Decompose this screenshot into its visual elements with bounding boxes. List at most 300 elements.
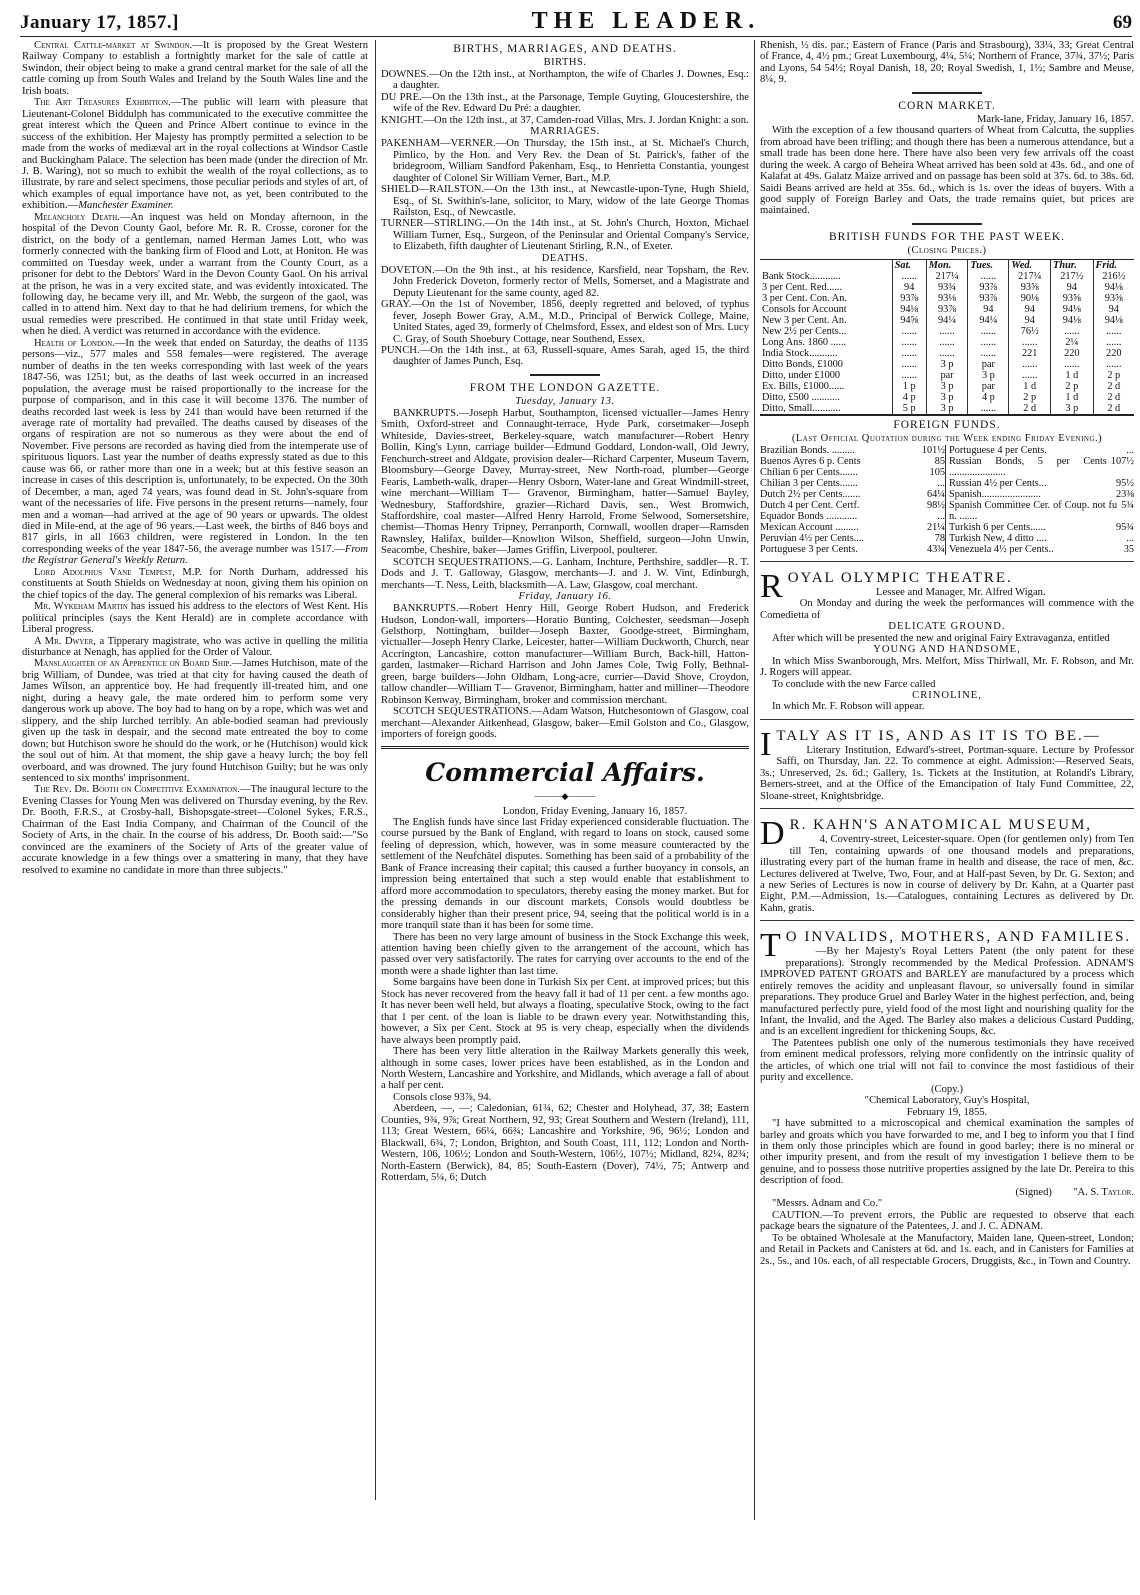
funds-price: 93⅞ <box>968 282 1009 293</box>
funds-price: 94 <box>1051 282 1094 293</box>
funds-price: ...... <box>892 348 926 359</box>
funds-price: 2 p <box>1093 370 1134 381</box>
article-paragraph <box>381 817 749 932</box>
ad-text: —By her Majesty's Royal Letters Patent (the only patent for these preparations). Strongly recommended by the Medical Profession. ADNAM'S IMPROVED PATENT GROATS and BARLEY are manufactured by a process which entirely removes the acidity and unpleasant flavour, so universally found in similar preparations. They produce Gruel and Barley Water in the highest perfection, and, being manufactured perfectly pure, yield food of the most light and nourishing quality for the Infant, the Invalid, and the Aged. The Barley also makes a delicious Custard Pudding, and is an excellent ingredient for thickening Soups, &c. <box>760 946 1134 1038</box>
foreign-funds-subtitle: (Last Official Quotation during the Week ending Friday Evening.) <box>791 432 1103 444</box>
paragraph-lead: Health of London. <box>34 337 115 349</box>
funds-price: 94 <box>968 304 1009 315</box>
ad-copy: (Copy.) <box>931 1083 963 1095</box>
ad-line: After which will be presented the new and original Fairy Extravaganza, entitled <box>772 632 1110 644</box>
gazette-entries <box>381 408 749 591</box>
paragraph-text: —James Hutchison, mate of the brig William, of Dundee, was tried at that city for having caused the death of James Wilson, an apprentice boy. He had frequently ill-treated him, and one night, during a heavy gale, the mate ordered him to perform some very dangerous work up above. The boy had to hang on by a rope, which was wet and slippery, and the ship lurched terribly. An able-bodied seaman had previously given up the task in despair, and the second mate entreated the boy to come down; but Hutchison swore he should do the work, or he (Hutchison) would kick the soul out of him. At that moment, the ship gave a heavy lurch; the boy fell overboard, and was drowned. The jury found Hutchison Guilty; but he was only sentenced to six months' imprisonment. <box>22 658 368 784</box>
ad-line: To conclude with the new Farce called <box>772 678 936 690</box>
left-column <box>22 40 368 876</box>
fund-price: 78 <box>934 532 945 544</box>
fund-name: Dutch 2½ per Cents....... <box>760 488 861 500</box>
fund-price: 98½ <box>926 499 945 511</box>
funds-price: 94 <box>1009 315 1051 326</box>
fund-name: Turkish New, 4 ditto .... <box>949 532 1047 544</box>
funds-row-label: New 2½ per Cents... <box>762 325 847 337</box>
article-paragraph <box>381 1092 749 1103</box>
article-paragraph <box>381 69 749 92</box>
funds-price: 2¼ <box>1051 337 1094 348</box>
funds-row <box>760 271 1134 282</box>
issue-date: January 17, 1857.] <box>20 12 179 33</box>
british-funds-table <box>760 259 1134 416</box>
foreign-fund-row <box>949 456 1134 478</box>
article-paragraph <box>22 636 368 659</box>
funds-price: ...... <box>926 348 968 359</box>
deaths-list <box>381 265 749 368</box>
funds-row <box>760 304 1134 315</box>
article-paragraph <box>22 601 368 635</box>
paragraph-text: —In the week that ended on Saturday, the deaths of 1135 persons—viz., 577 males and 558 females—were registered. The average number of deaths in the ten weeks corresponding with last week of the years 1847-56, was 1251; but, as the deaths of last week occurred in an increased population, the average must be raised proportionally to the increase for the purpose of comparison, and in this case it will become 1376. The number of deaths recorded last week is less by 241 than would have been returned if the average rate of mortality had prevailed. The deaths caused by diseases of the organs of respiration are not so numerous as they were about the end of November. Five persons are recorded as having died from the intemperate use of spirituous liquors. Last year the number of deaths expressly stated as due to this cause was 66, or rather more than one in a week; but at this festive season an increase in cases of this description is, unfortunately, to be expected. On the 30th of December, a man, aged 74 years, was found dead in St. John's-square from want of the necessaries of life. Five persons in the present returns—namely, four men and a woman—had arrived at the age of 90 years or upwards. The oldest died in Mile-end, at the age of 96 years.—Last week, the births of 846 boys and 817 girls, in all 1663 children, were registered in London. In the ten corresponding weeks of the year 1847-56, the average number was 1517.— <box>22 337 368 555</box>
paragraph-text: Aberdeen, —, —; Caledonian, 61¾, 62; Chester and Holyhead, 37, 38; Eastern Counties, 9¾, 9⅞; Great Northern, 92, 93; Great Southern and Western (Ireland), 111, 113; Great Western, 66¼, 66¾; Lancashire and Yorkshire, 96, 96½; London and Blackwall, 6¾, 7; London, Brighton, and South Coast, 111, 112; London and North-Western, 106, 106½; London and South-Western, 106½, 107½; Midland, 82¼, 82¾; North-Eastern (Berwick), 84, 85; South-Eastern (Dover), 74½, 75; Antwerp and Rotterdam, 5¼, 6; Dutch <box>381 1103 749 1184</box>
fund-name: Portuguese 4 per Cents. <box>949 444 1047 456</box>
foreign-fund-row <box>760 511 945 522</box>
section-rule <box>912 223 982 225</box>
middle-column <box>381 40 749 1184</box>
paragraph-text: DOWNES.—On the 12th inst., at Northampton, the wife of Charles J. Downes, Esq.: a daughter. <box>381 69 749 92</box>
funds-price: 94 <box>1093 304 1134 315</box>
section-rule <box>381 746 749 749</box>
funds-price: 217¼ <box>1009 271 1051 282</box>
funds-column-header: Sat. <box>892 259 926 271</box>
paragraph-text: Some bargains have been done in Turkish Six per Cent. at improved prices; but this Stock has never recovered from the heavy fall it had of 11 per cent. a few months ago. It has never been well held, but always a floating, speculative Stock, owing to the fact that 1 per cent. of the loan is liable to be drawn every year. Notwithstanding this, however, a Six per Cent. Stock at 95 is very cheap, especially when the dividends have always been promptly paid. <box>381 977 749 1046</box>
article-paragraph <box>22 212 368 338</box>
paragraph-lead: The Rev. Dr. Booth on Competitive Examination. <box>34 784 240 796</box>
ad-text: The Patentees publish one only of the numerous testimonials they have received from eminent medical professors, relying more confidently on the intrinsic quality of the articles, of which one trial will not fail to convince the most fastidious of their purity and excellence. <box>760 1037 1134 1084</box>
paragraph-text: —An inquest was held on Monday afternoon, in the hospital of the Devon County Gaol, before Mr. R. R. Crosse, coroner for the district, on the body of a gentleman, named Herman James Lott, who was formerly connected with the banking firm of Flood and Lott, at Honiton. He was committed on Tuesday week, under a warrant from the County Court, as a prisoner for debt to the Debtors' Ward in the Devon County Gaol. On his arrival at the prison, he was in a very excited state, and was evidently intoxicated. The following day, he became very ill, and Mr. Webb, the surgeon of the gaol, was called in to attend him. Next day to that he had delirium tremens, for which the usual remedies were prescribed. He continued in that state until Friday week, when he died. A verdict was returned in accordance with the evidence. <box>22 211 369 338</box>
paragraph-text: SCOTCH SEQUESTRATIONS.—G. Lanham, Inchture, Perthshire, saddler—R. T. Dods and J. T. Galloway, Glasgow, merchants—J. and J. W. Vint, Edinburgh, merchants—T. Ness, Leith, blacksmith—A. Law, Glasgow, coal merchant. <box>381 556 749 591</box>
gazette-date: Friday, January 16. <box>518 591 612 603</box>
ad-lab-date: February 19, 1855. <box>906 1106 988 1118</box>
paragraph-text: BANKRUPTS.—Joseph Harbut, Southampton, licensed victualler—James Henry Smith, Oxford-street and Connaught-terrace, Hyde Park, corsetmaker—Joseph Whiteside, Davies-street, Berkeley-square, watch manufacturer—Robert Henry Bollin, King's Lynn, carriage builder—Edmund Goddard, London-wall, Old Jewry, Fenchurch-street and Aldgate, provision dealer—Richard Carpenter, Museum Tavern, Bloomsbury—George Davey, Murray-street, New North-road, plumber—George Fearis, Lambeth-walk, draper—Henry Osborn, Water-lane and Great Windmill-street, wine merchant—William T— Gravenor, Birmingham, hatter—Samuel Bayley, Wednesbury, Staffordshire, grazier—Richard Davis, sen., West Bromwich, Staffordshire, coal master—Alfred Henry Harrold, Frome Selwood, Somersetshire, chemist—Thomas Henry Tripney, Perranporth, Cornwall, woollen draper—Ramsden Rawnsley, Halifax, builder—Knowlton Wilson, Sheffield, surgeon—John Unwin, Seacombe, Cheshire, baker—James Griffin, Liverpool, poulterer. <box>381 407 749 557</box>
funds-price: 90⅛ <box>1009 293 1051 304</box>
foreign-fund-row <box>949 533 1134 544</box>
paragraph-text: —It is proposed by the Great Western Railway Company to establish a fortnightly market for the sale of cattle at Swindon, their object being to make a grand central market for the sale of all the cattle coming up from South Wales and Ireland by the South Wales line and the Irish boats. <box>22 40 368 97</box>
funds-column-header: Mon. <box>926 259 968 271</box>
paragraph-text: a Tipperary magistrate, who was active in quelling the militia disturbance at Nenagh, has applied for the Order of Valour. <box>22 635 368 659</box>
funds-price: 221 <box>1009 348 1051 359</box>
kahn-museum-ad <box>760 808 1134 914</box>
funds-price: 4 p <box>892 392 926 403</box>
paragraph-text: SCOTCH SEQUESTRATIONS.—Adam Watson, Hutchesontown of Glasgow, coal merchant—Alexander Aitkenhead, Glasgow, baker—Emil Golston and Co., Glasgow, importers of foreign goods. <box>381 706 749 741</box>
funds-price: ...... <box>1093 326 1134 337</box>
article-paragraph <box>381 1046 749 1092</box>
marriages-list <box>381 138 749 253</box>
deaths-heading: DEATHS. <box>541 252 589 264</box>
foreign-fund-row <box>949 445 1134 456</box>
funds-price: 2 d <box>1093 381 1134 392</box>
article-paragraph <box>22 567 368 601</box>
funds-price: ...... <box>892 271 926 282</box>
funds-price: 94⅛ <box>892 304 926 315</box>
ad-text: 4, Coventry-street, Leicester-square. Open (for gentlemen only) from Ten till Ten, containing upwards of one thousand models and preparations, illustrating every part of the human frame in health and disease, the race of men, &c. Lectures delivered at Twelve, Two, Four, and at Half-past Seven, by Dr. G. Sexton; and a new Series of Lectures is now in course of delivery by Dr. Kahn, at a Quarter past Eight, P.M.—Admission, 1s.—Catalogues, containing Lectures as delivered by Dr. Kahn, gratis. <box>760 834 1134 914</box>
article-paragraph <box>381 345 749 368</box>
fund-price: 85 <box>934 455 945 467</box>
signer: "A. S. Taylor. <box>1073 1186 1134 1198</box>
article-paragraph <box>381 218 749 252</box>
gazette-entries <box>381 603 749 740</box>
foreign-fund-row <box>760 456 945 467</box>
funds-column-header: Frid. <box>1093 259 1134 271</box>
funds-price: 5 p <box>892 403 926 415</box>
paragraph-text: There has been very little alteration in the Railway Markets generally this week, although in some cases, lower prices have been established, as in the London and North Western, Lancashire and Yorkshire, and Midlands, which average a fall of about a half per cent. <box>381 1046 749 1092</box>
fund-name: Peruvian 4½ per Cents.... <box>760 532 865 544</box>
funds-price: 94¼ <box>926 315 968 326</box>
paragraph-source: Manchester Examiner. <box>78 200 174 212</box>
article-paragraph <box>22 658 368 784</box>
funds-price: ...... <box>1009 370 1051 381</box>
header-rule <box>20 36 1132 37</box>
paragraph-text: —The public will learn with pleasure that Lieutenant-Colonel Biddulph has communicated to the executive committee the great interest which the Queen and Prince Albert continue to evince in the success of the exhibition. Her Majesty has promptly permitted a selection to be made from the works of mediæval art in the royal collections at Windsor Castle and Buckingham Palace. The selection has been made (under the direction of Mr. J. B. Waring), not so much to exhibit the wealth of the royal collections, as to illustrate, by rare and select specimens, those peculiar periods and styles of art, of which examples of equal importance have not, as yet, been contributed to the exhibition.— <box>22 97 368 212</box>
adnam-groats-ad <box>760 920 1134 1267</box>
fund-price: 21¼ <box>926 521 945 533</box>
foreign-fund-row <box>760 489 945 500</box>
article-paragraph <box>381 299 749 345</box>
ad-line: Lessee and Manager, Mr. Alfred Wigan. <box>876 586 1046 598</box>
article-paragraph <box>381 138 749 184</box>
funds-price: 217½ <box>1051 271 1094 282</box>
funds-price: 3 p <box>926 381 968 392</box>
funds-row <box>760 348 1134 359</box>
funds-row-label: India Stock........... <box>762 347 838 359</box>
funds-column-header: Tues. <box>968 259 1009 271</box>
funds-price: 93⅝ <box>1009 282 1051 293</box>
funds-price: ...... <box>968 403 1009 415</box>
paragraph-text: SHIELD—RAILSTON.—On the 13th inst., at Newcastle-upon-Tyne, Hugh Shield, Esq., of St. Swithin's-lane, solicitor, to Mary, widow of the late George Thomas Railston, Esq., of Newcastle. <box>381 184 749 218</box>
funds-price: 3 p <box>1051 403 1094 415</box>
ad-addressee: "Messrs. Adnam and Co." <box>772 1198 883 1210</box>
funds-price: 2 d <box>1093 403 1134 415</box>
fund-price: ... <box>1126 444 1134 456</box>
funds-price: 94¼ <box>968 315 1009 326</box>
funds-price: 2 p <box>1009 392 1051 403</box>
fund-name: Russian Bonds, 5 per Cents ...................... <box>949 455 1107 478</box>
gazette-date: Tuesday, January 13. <box>515 395 615 407</box>
fund-price: ... <box>1126 532 1134 544</box>
funds-row-label: Consols for Account <box>762 303 847 315</box>
funds-price: 93⅞ <box>926 304 968 315</box>
funds-price: ...... <box>926 337 968 348</box>
funds-price: 3 p <box>926 392 968 403</box>
paragraph-lead: Lord Adolphus Vane Tempest, <box>34 566 175 578</box>
corn-title: CORN MARKET. <box>898 99 996 112</box>
funds-row-label: New 3 per Cent. An. <box>762 314 847 326</box>
funds-subtitle: (Closing Prices.) <box>907 244 987 256</box>
funds-row-label: Ditto, £500 ........... <box>762 391 840 403</box>
column-rule <box>375 40 376 1500</box>
article-paragraph <box>381 977 749 1046</box>
births-list <box>381 69 749 126</box>
fund-price: 101½ <box>921 444 945 456</box>
fund-price: 107½ <box>1110 455 1134 467</box>
paragraph-text: BANKRUPTS.—Robert Henry Hill, George Robert Hudson, and Frederick Hudson, London-wall, importers—Horatio Bunting, Colchester, seedsman—Joseph Gelsthorp, Nottingham, builder—Joseph Baxter, Goodge-street, Birmingham, victualler—Joseph Henry Clarke, Leicester, hatter—William Duckworth, Church, near Accrington, Lancashire, cotton manufacturer—William Burch, Back-hill, Hatton-garden, lastmaker—Richard Harrison and John James Cole, Twig Folly, Bethnal-green, barge builders—John Oldham, Long-acre, currier—David Shove, Croydon, tallow chandler—William T— Gravenor, Birmingham, hatter and milliner—Theodore Robinson Kenway, Birmingham, broker and commission merchant. <box>381 603 749 706</box>
funds-price: 3 p <box>968 370 1009 381</box>
funds-row-label: Bank Stock............ <box>762 270 841 282</box>
newspaper-title: THE LEADER. <box>531 8 761 34</box>
funds-price: ...... <box>892 337 926 348</box>
foreign-fund-row <box>760 467 945 478</box>
funds-price: ...... <box>892 359 926 370</box>
funds-price: 1 d <box>1051 370 1094 381</box>
paragraph-text: DOVETON.—On the 9th inst., at his residence, Karsfield, near Topsham, the Rev. John Frederick Doveton, formerly rector of Mells, Somerset, and a Magistrate and Deputy Lieutenant for the same county, aged 82. <box>381 264 749 299</box>
foreign-fund-row <box>949 489 1134 500</box>
funds-price: ...... <box>968 326 1009 337</box>
funds-price: ...... <box>1093 337 1134 348</box>
fund-price: 43¾ <box>926 543 945 555</box>
paragraph-text: PAKENHAM—VERNER.—On Thursday, the 15th inst., at St. Michael's Church, Pimlico, by the Hon. and Very Rev. the Dean of St. Patrick's, father of the bridegroom, William Sandford Pakenham, Esq., to Henrietta Constantia, youngest daughter of Colonel Sir William Verner, Bart., M.P. <box>381 138 749 184</box>
funds-price: ...... <box>1009 359 1051 370</box>
fund-name: Turkish 6 per Cents...... <box>949 521 1046 533</box>
paragraph-text: Consols close 93⅞, 94. <box>393 1091 492 1103</box>
marriages-heading: MARRIAGES. <box>530 126 600 138</box>
commercial-dateline: London, Friday Evening, January 16, 1857. <box>502 805 688 817</box>
paragraph-lead: Mr. Wykeham Martin <box>34 601 128 613</box>
fund-name: Chilian 3 per Cents....... <box>760 477 858 489</box>
paragraph-text: GRAY.—On the 1st of November, 1856, deeply regretted and beloved, of typhus fever, Joseph Bower Gray, A.M., M.D., Principal of Berwick College, Maine, United States, aged 39, formerly of Chelmsford, Essex, and eldest son of Mrs. Lucy C. Gray, of South Shoebury Cottage, near Southend, Essex. <box>381 299 749 345</box>
funds-price: ...... <box>926 326 968 337</box>
ad-wholesale: To be obtained Wholesale at the Manufactory, Maiden lane, Queen-street, London; and Retail in Packets and Canisters at 6d. and 1s. each, and in Canisters for Families at 2s., 5s., and 10s. each, of all respectable Grocers, Druggists, &c., in Town and Country. <box>760 1232 1134 1267</box>
fund-name: Portuguese 3 per Cents. <box>760 543 858 555</box>
fund-price: ... <box>937 477 945 489</box>
paragraph-text: The English funds have since last Friday experienced considerable fluctuation. The course pursued by the Bank of England, with regard to loans on stock, caused some feeling of depression, which, however, was in some measure counteracted by the settlement of the Neufchâtel disputes. Something has been said of a probability of the Bank of France increasing their capital; this caused a further buoyancy in consols, an impression being entertained that such a step would enable that establishment to afford more accommodation to speculators, thereby easing the money market. But for the pressing demands in our discount markets, Consols would doubtless be considerably higher than their present price, 94, seeing that the political world is in a more tranquil state than it has been for some time. <box>381 817 749 932</box>
funds-price: ...... <box>968 337 1009 348</box>
foreign-fund-row <box>949 478 1134 489</box>
commercial-title: Commercial Affairs. <box>425 757 705 787</box>
funds-row-label: 3 per Cent. Red...... <box>762 281 843 293</box>
funds-price: 1 d <box>1009 381 1051 392</box>
ad-headline: TO INVALIDS, MOTHERS, AND FAMILIES. <box>760 927 1132 965</box>
funds-row-label: Ex. Bills, £1000...... <box>762 380 845 392</box>
funds-price: 217¼ <box>926 271 968 282</box>
funds-price: 94 <box>892 282 926 293</box>
paragraph-text: TURNER—STIRLING.—On the 14th inst., at St. John's Church, Hoxton, Michael William Turner, Esq., Surgeon, of the Peninsular and Oriental Company's Service, to Elizabeth, fifth daughter of Lieutenant Stirling, R.N., of Exeter. <box>381 218 749 253</box>
railway-continuation: Rhenish, ½ dis. par.; Eastern of France (Paris and Strasbourg), 33¼, 33; Great Central of France, 4, 4½ pm.; Great Luxembourg, 4¼, 5¼; Northern of France, 37¾, 37½; Paris and Lyons, 54 54½; Royal Danish, 18, 20; Royal Swedish, 1, 1½; Sambre and Meuse, 8¼, 9. <box>760 40 1134 86</box>
funds-price: ...... <box>1051 359 1094 370</box>
funds-row-label: Ditto, Small........... <box>762 402 841 414</box>
ad-caution: CAUTION.—To prevent errors, the Public are requested to observe that each package bears the signature of the Patentees, J. and J. C. ADNAM. <box>760 1209 1134 1233</box>
funds-price: 1 p <box>892 381 926 392</box>
ad-letter: "I have submitted to a microscopical and chemical examination the samples of barley and groats which you have forwarded to me, and I beg to inform you that I find in them only those principles which are found in good barley; there is no mineral or other impurity present, and from the result of my investigation I believe them to be genuine, and to possess those nutritive properties assigned by the late Dr. Pereira to this description of food. <box>760 1118 1134 1187</box>
article-paragraph <box>381 706 749 740</box>
article-paragraph <box>381 115 749 126</box>
corn-text: With the exception of a few thousand quarters of Wheat from Calcutta, the supplies from abroad have been trifling; and though there has been a numerous attendance, but a small trade has been done here. There have also been very few arrivals off the coast during the week. A cargo of Beheira Wheat arrived has been sold at 43s. 6d., and one of Kalafat at 49s. Galatz Maize arrived and on passage has been sold at 37s. 6d. to 38s. 6d. Saidi Beans arrived are held at 35s. 6d., which is 1s. over the ideas of buyers. With a good supply of Foreign Barley and Oats, the trade remains quiet, but prices are maintained. <box>760 125 1134 217</box>
fund-name: Dutch 4 per Cent. Certf. <box>760 499 860 511</box>
fund-name: Chilian 6 per Cents....... <box>760 466 858 478</box>
ad-headline: ITALY AS IT IS, AND AS IT IS TO BE.— <box>760 725 1101 763</box>
fund-price: 35 <box>1123 543 1134 555</box>
funds-row-label: 3 per Cent. Con. An. <box>762 292 847 304</box>
italy-lecture-ad <box>760 719 1134 802</box>
foreign-fund-row <box>760 500 945 511</box>
funds-price: 94⅛ <box>1051 315 1094 326</box>
column-rule <box>754 40 755 1520</box>
article-paragraph <box>22 338 368 567</box>
paragraph-lead: Melancholy Death. <box>34 211 120 223</box>
paragraph-text: —The inaugural lecture to the Evening Classes for Young Men was delivered on Thursday evening, by the Rev. Dr. Booth, F.R.S., at Crosby-hall, Bishopsgate-street—Colonel Sykes, F.R.S., Chairman of the East India Company, and Chairman of the Council of the Society of Arts, in the chair. In the course of his address, Dr. Booth said:—"So convinced are the examiners of the Society of Arts of the greater value of accurate knowledge in a few things over a smattering in many, that they have resolved to examine no candidate in more than three subjects." <box>22 784 368 876</box>
funds-price: 94⅝ <box>892 315 926 326</box>
funds-price: 4 p <box>968 392 1009 403</box>
foreign-fund-row <box>760 445 945 456</box>
article-paragraph <box>381 932 749 978</box>
ad-text: Literary Institution, Edward's-street, Portman-square. Lecture by Professor Saffi, on Thursday, Jan. 22. To commence at eight. Admission:—Reserved Seats, 3s.; Unreserved, 2s. 6d.; Gallery, 1s. Tickets at the Institution, at Rolandi's Library, Berners-street, and at the Office of the Emancipation of Italy Fund Committee, 22, Sloane-street, Knightsbridge. <box>760 744 1134 802</box>
signed-label: (Signed) <box>1015 1186 1052 1198</box>
foreign-funds-title: FOREIGN FUNDS. <box>893 418 1001 431</box>
funds-price: 3 p <box>926 403 968 415</box>
olympic-theatre-ad <box>760 561 1134 713</box>
funds-price: ...... <box>968 348 1009 359</box>
article-paragraph <box>381 1103 749 1183</box>
funds-price: 93⅛ <box>926 293 968 304</box>
ad-headline: DR. KAHN'S ANATOMICAL MUSEUM, <box>760 815 1093 853</box>
funds-price: 93⅝ <box>1051 293 1094 304</box>
ad-headline: ROYAL OLYMPIC THEATRE. <box>760 567 1013 605</box>
fund-price: 105 <box>929 466 945 478</box>
ad-lab: "Chemical Laboratory, Guy's Hospital, <box>864 1095 1030 1107</box>
funds-price: 93⅞ <box>892 293 926 304</box>
foreign-fund-row <box>760 522 945 533</box>
funds-price: 220 <box>1093 348 1134 359</box>
funds-price: ...... <box>892 370 926 381</box>
play-title: CRINOLINE, <box>912 689 982 701</box>
paragraph-text: There has been no very large amount of business in the Stock Exchange this week, attention having been chiefly given to the arrangement of the account, which has passed over very satisfactorily. The rates for carrying over accounts to the end of the month were a shade lighter than last time. <box>381 931 749 977</box>
funds-price: 216½ <box>1093 271 1134 282</box>
funds-row <box>760 326 1134 337</box>
article-paragraph <box>22 784 368 876</box>
funds-price: 2 p <box>1051 381 1094 392</box>
fund-price: 95½ <box>1115 477 1134 489</box>
funds-price: par <box>926 370 968 381</box>
section-rule <box>530 374 600 376</box>
funds-row <box>760 359 1134 370</box>
funds-row <box>760 337 1134 348</box>
foreign-fund-row <box>949 500 1134 522</box>
funds-price: ...... <box>1051 326 1094 337</box>
article-paragraph <box>381 184 749 218</box>
foreign-fund-row <box>760 533 945 544</box>
article-paragraph <box>381 557 749 591</box>
article-paragraph <box>22 97 368 212</box>
page-header <box>20 8 1132 34</box>
funds-price: 94⅛ <box>1093 315 1134 326</box>
right-column <box>760 40 1134 1267</box>
commercial-paragraphs <box>381 817 749 1184</box>
funds-price: 2 d <box>1093 392 1134 403</box>
fund-price: 5¾ <box>1121 499 1134 511</box>
foreign-fund-row <box>760 544 945 555</box>
funds-price: 94⅛ <box>1093 282 1134 293</box>
funds-price: ...... <box>1009 337 1051 348</box>
funds-price: 93⅞ <box>968 293 1009 304</box>
funds-price: 93¾ <box>926 282 968 293</box>
funds-row-label: Long Ans. 1860 ...... <box>762 336 847 348</box>
fund-name: Russian 4½ per Cents... <box>949 477 1047 489</box>
foreign-fund-row <box>760 478 945 489</box>
article-paragraph <box>22 40 368 97</box>
funds-price: 94 <box>1009 304 1051 315</box>
funds-row <box>760 315 1134 326</box>
funds-price: 94⅛ <box>1051 304 1094 315</box>
funds-row <box>760 282 1134 293</box>
funds-price: 76½ <box>1009 326 1051 337</box>
article-paragraph <box>381 408 749 557</box>
paragraph-lead: A Mr. Dwyer, <box>34 635 96 647</box>
funds-price: 2 d <box>1009 403 1051 415</box>
play-title: YOUNG AND HANDSOME, <box>873 644 1021 656</box>
paragraph-source: From the Registrar General's Weekly Return. <box>22 543 368 567</box>
fund-price: ... <box>937 510 945 522</box>
fund-name: Mexican Account ......... <box>760 521 859 533</box>
corn-dateline: Mark-lane, Friday, January 16, 1857. <box>976 113 1134 125</box>
article-paragraph <box>381 265 749 299</box>
funds-row <box>760 370 1134 381</box>
section-rule <box>912 92 982 94</box>
funds-price: par <box>968 381 1009 392</box>
fund-name: Spanish Committee Cer. of Coup. not fun. ....... <box>949 499 1118 522</box>
funds-column-header: Wed. <box>1009 259 1051 271</box>
funds-row-label: Ditto, under £1000 <box>762 369 841 381</box>
ad-line: In which Mr. F. Robson will appear. <box>772 701 925 713</box>
funds-price: par <box>968 359 1009 370</box>
paragraph-lead: Manslaughter of an Apprentice on Board Ship. <box>34 658 232 670</box>
funds-price: 93⅝ <box>1093 293 1134 304</box>
births-heading: BIRTHS. <box>543 57 587 68</box>
foreign-fund-row <box>949 522 1134 533</box>
page-number: 69 <box>1112 12 1132 33</box>
gazette-title: FROM THE LONDON GAZETTE. <box>469 381 661 394</box>
fund-name: Brazilian Bonds. ......... <box>760 444 855 456</box>
ad-signature <box>760 1187 1134 1198</box>
funds-column-header: Thur. <box>1051 259 1094 271</box>
paragraph-text: M.P. for North Durham, addressed his constituents at South Shields on Wednesday at noon, giving them his opinion on the chief topics of the day. The general complexion of his remarks was Liberal. <box>22 566 369 601</box>
funds-row <box>760 293 1134 304</box>
funds-price: ...... <box>1093 359 1134 370</box>
fund-price: 64¼ <box>926 488 945 500</box>
article-paragraph <box>381 92 749 115</box>
funds-price: 1 d <box>1051 392 1094 403</box>
fund-name: Equador Bonds ............ <box>760 510 858 522</box>
foreign-fund-row <box>949 544 1134 555</box>
paragraph-text: DU PRE.—On the 13th inst., at the Parsonage, Temple Guyting, Gloucestershire, the wife of the Rev. Edward Du Pré: a daughter. <box>381 91 749 115</box>
paragraph-text: KNIGHT.—On the 12th inst., at 37, Camden-road Villas, Mrs. J. Jordan Knight: a son. <box>381 114 749 126</box>
funds-row <box>760 403 1134 415</box>
article-paragraph <box>381 603 749 706</box>
news-paragraphs <box>22 40 368 876</box>
funds-price: 220 <box>1051 348 1094 359</box>
paragraph-lead: Central Cattle-market at Swindon. <box>34 40 193 51</box>
funds-price: ...... <box>968 271 1009 282</box>
funds-price: ...... <box>892 326 926 337</box>
bmd-title: BIRTHS, MARRIAGES, AND DEATHS. <box>453 43 677 55</box>
fund-name: Buenos Ayres 6 p. Cents <box>760 455 861 467</box>
fund-name: Venezuela 4½ per Cents.. <box>949 543 1054 555</box>
funds-row <box>760 392 1134 403</box>
paragraph-text: has issued his address to the electors of West Kent. His political principles (says the Kent Herald) are in complete accordance with Liberal progress. <box>22 601 368 636</box>
funds-row <box>760 381 1134 392</box>
funds-title: BRITISH FUNDS FOR THE PAST WEEK. <box>828 230 1066 243</box>
paragraph-lead: The Art Treasures Exhibition. <box>34 97 171 109</box>
funds-row-label: Ditto Bonds, £1000 <box>762 358 843 370</box>
foreign-funds-list <box>760 445 1134 555</box>
fund-price: 23⅜ <box>1115 488 1134 500</box>
paragraph-text: PUNCH.—On the 14th inst., at 63, Russell-square, Ames Sarah, aged 15, the third daughter of James Punch, Esq. <box>381 344 749 368</box>
fund-name: Spanish....................... <box>949 488 1041 500</box>
play-title: DELICATE GROUND. <box>888 621 1006 633</box>
funds-price: 3 p <box>926 359 968 370</box>
ad-line: On Monday and during the week the performances will commence with the Comedietta of <box>760 598 1134 621</box>
